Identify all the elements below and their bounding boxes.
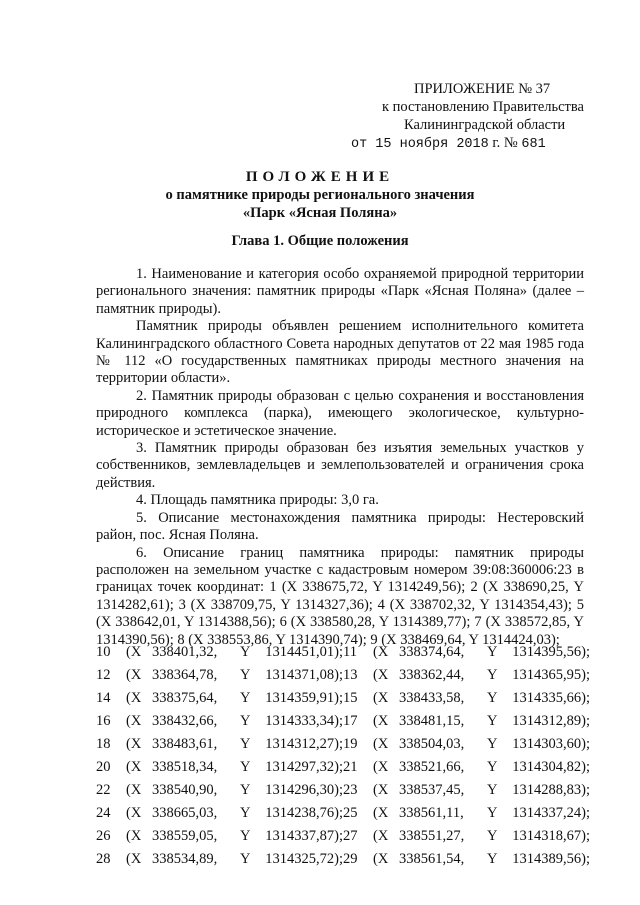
point-number: 23 bbox=[343, 782, 358, 798]
y-label: Y bbox=[487, 782, 498, 798]
x-value: 338504,03, bbox=[399, 736, 465, 752]
y-value: 1314312,89); bbox=[512, 713, 590, 729]
coordinate-point bbox=[343, 756, 590, 779]
y-value: 1314365,95); bbox=[512, 667, 590, 683]
document-title-block bbox=[0, 168, 640, 222]
point-number: 24 bbox=[96, 805, 111, 821]
x-label: (X bbox=[373, 782, 389, 798]
x-label: (X bbox=[126, 759, 142, 775]
x-value: 338534,89, bbox=[152, 851, 218, 867]
y-label: Y bbox=[240, 713, 251, 729]
coordinate-point bbox=[343, 733, 590, 756]
x-value: 338551,27, bbox=[399, 828, 465, 844]
y-value: 1314325,72); bbox=[265, 851, 343, 867]
y-value: 1314451,01); bbox=[265, 644, 343, 660]
point-number: 27 bbox=[343, 828, 358, 844]
document-subtitle: о памятнике природы регионального значения bbox=[165, 187, 475, 203]
point-number: 20 bbox=[96, 759, 111, 775]
x-value: 338518,34, bbox=[152, 759, 218, 775]
coordinate-row bbox=[96, 779, 590, 802]
paragraph: 3. Памятник природы образован без изъятия земельных участков у собственников, землевладельцев и землепользователей и ограничения срока действия. bbox=[96, 440, 584, 491]
coordinate-row bbox=[96, 687, 590, 710]
coordinate-row bbox=[96, 802, 590, 825]
x-label: (X bbox=[373, 759, 389, 775]
y-value: 1314371,08); bbox=[265, 667, 343, 683]
point-number: 22 bbox=[96, 782, 111, 798]
appendix-region-line: Калининградской области bbox=[404, 117, 566, 133]
y-value: 1314238,76); bbox=[265, 805, 343, 821]
paragraph: 1. Наименование и категория особо охраняемой природной территории регионального значения: памятник природы «Парк «Ясная Поляна» (далее – памятник природы). bbox=[96, 266, 584, 317]
point-number: 10 bbox=[96, 644, 111, 660]
y-value: 1314296,30); bbox=[265, 782, 343, 798]
point-number: 18 bbox=[96, 736, 111, 752]
paragraph: 2. Памятник природы образован с целью сохранения и восстановления природного комплекса (парка), имеющего экологическое, культурно-историческое и эстетическое значение. bbox=[96, 387, 584, 439]
y-value: 1314335,66); bbox=[512, 690, 590, 706]
x-value: 338540,90, bbox=[152, 782, 218, 798]
y-value: 1314395,56); bbox=[512, 644, 590, 660]
point-number: 13 bbox=[343, 667, 358, 683]
y-value: 1314312,27); bbox=[265, 736, 343, 752]
paragraph: 4. Площадь памятника природы: 3,0 га. bbox=[136, 492, 379, 509]
y-value: 1314337,24); bbox=[512, 805, 590, 821]
appendix-resolution-line: к постановлению Правительства bbox=[382, 99, 584, 115]
x-label: (X bbox=[373, 690, 389, 706]
appendix-title: ПРИЛОЖЕНИЕ № 37 bbox=[414, 81, 551, 97]
coordinate-point bbox=[343, 825, 590, 848]
x-value: 338401,32, bbox=[152, 644, 218, 660]
point-number: 28 bbox=[96, 851, 111, 867]
coordinate-point bbox=[96, 756, 343, 779]
y-value: 1314359,91); bbox=[265, 690, 343, 706]
y-label: Y bbox=[487, 759, 498, 775]
x-value: 338433,58, bbox=[399, 690, 465, 706]
y-value: 1314333,34); bbox=[265, 713, 343, 729]
x-label: (X bbox=[126, 828, 142, 844]
x-value: 338432,66, bbox=[152, 713, 218, 729]
x-label: (X bbox=[126, 644, 142, 660]
coordinate-point bbox=[96, 802, 343, 825]
x-label: (X bbox=[126, 736, 142, 752]
coordinate-point bbox=[96, 825, 343, 848]
coordinate-point bbox=[96, 779, 343, 802]
point-number: 29 bbox=[343, 851, 358, 867]
point-number: 16 bbox=[96, 713, 111, 729]
y-label: Y bbox=[487, 736, 498, 752]
coordinate-point bbox=[343, 710, 590, 733]
paragraph: 6. Описание границ памятника природы: памятник природы расположен на земельном участке с кадастровым номером 39:08:360006:23 в границах точек координат: 1 (X 338675,72, Y 1314249,56); 2 (X 338690,25, Y 1314282,61); 3 (X 338709,75, Y 1314327,36); 4 (X 338702,32, Y 1314354,43); 5 (X 338642,01, Y 1314388,56); 6 (X 338580,28, Y 1314389,77); 7 (X 338572,85, Y 1314390,56); 8 (X 338553,86, Y 1314390,74); 9 (X 338469,64, Y 1314424,03); bbox=[96, 544, 584, 648]
x-value: 338537,45, bbox=[399, 782, 465, 798]
coordinate-row bbox=[96, 664, 590, 687]
x-value: 338483,61, bbox=[152, 736, 218, 752]
appendix-date-line bbox=[351, 134, 546, 154]
y-label: Y bbox=[240, 782, 251, 798]
point-number: 19 bbox=[343, 736, 358, 752]
coordinate-point bbox=[96, 710, 343, 733]
coordinate-point bbox=[343, 779, 590, 802]
point-number: 25 bbox=[343, 805, 358, 821]
x-value: 338374,64, bbox=[399, 644, 465, 660]
y-label: Y bbox=[487, 690, 498, 706]
document-body bbox=[96, 266, 584, 649]
coordinate-point bbox=[96, 733, 343, 756]
x-label: (X bbox=[373, 713, 389, 729]
paragraph: Памятник природы объявлен решением исполнительного комитета Калининградского областного Совета народных депутатов от 22 мая 1985 года № 112 «О государственных памятниках природы местного значения на территории области». bbox=[96, 318, 584, 387]
point-number: 26 bbox=[96, 828, 111, 844]
point-number: 15 bbox=[343, 690, 358, 706]
x-value: 338362,44, bbox=[399, 667, 465, 683]
point-number: 11 bbox=[343, 644, 357, 660]
appendix-number-label: г. № bbox=[492, 135, 518, 151]
coordinate-point bbox=[96, 687, 343, 710]
y-label: Y bbox=[240, 736, 251, 752]
chapter-heading: Глава 1. Общие положения bbox=[231, 233, 409, 249]
y-label: Y bbox=[240, 644, 251, 660]
coordinate-point bbox=[343, 848, 590, 871]
x-label: (X bbox=[373, 805, 389, 821]
x-label: (X bbox=[126, 805, 142, 821]
coordinate-row bbox=[96, 848, 590, 871]
x-label: (X bbox=[126, 690, 142, 706]
y-value: 1314297,32); bbox=[265, 759, 343, 775]
y-label: Y bbox=[240, 759, 251, 775]
y-label: Y bbox=[240, 667, 251, 683]
y-value: 1314337,87); bbox=[265, 828, 343, 844]
y-label: Y bbox=[487, 713, 498, 729]
y-value: 1314389,56); bbox=[512, 851, 590, 867]
x-value: 338665,03, bbox=[152, 805, 218, 821]
y-value: 1314303,60); bbox=[512, 736, 590, 752]
y-label: Y bbox=[487, 828, 498, 844]
paragraph: 5. Описание местонахождения памятника природы: Нестеровский район, пос. Ясная Поляна. bbox=[96, 509, 584, 544]
x-label: (X bbox=[126, 667, 142, 683]
coordinate-row bbox=[96, 756, 590, 779]
appendix-number: 681 bbox=[521, 137, 546, 152]
y-label: Y bbox=[487, 667, 498, 683]
x-label: (X bbox=[373, 851, 389, 867]
x-value: 338561,11, bbox=[399, 805, 464, 821]
y-value: 1314288,83); bbox=[512, 782, 590, 798]
x-label: (X bbox=[373, 644, 389, 660]
y-label: Y bbox=[240, 828, 251, 844]
x-value: 338521,66, bbox=[399, 759, 465, 775]
coordinate-point bbox=[343, 802, 590, 825]
appendix-date: от 15 ноября 2018 bbox=[351, 137, 489, 152]
coordinates-table bbox=[96, 641, 590, 871]
coordinate-point bbox=[343, 641, 590, 664]
point-number: 12 bbox=[96, 667, 111, 683]
x-label: (X bbox=[126, 782, 142, 798]
coordinate-point bbox=[96, 641, 343, 664]
x-value: 338481,15, bbox=[399, 713, 465, 729]
coordinate-point bbox=[343, 687, 590, 710]
x-label: (X bbox=[373, 667, 389, 683]
x-label: (X bbox=[373, 736, 389, 752]
coordinate-point bbox=[96, 664, 343, 687]
coordinate-point bbox=[343, 664, 590, 687]
x-label: (X bbox=[126, 851, 142, 867]
x-value: 338375,64, bbox=[152, 690, 218, 706]
x-value: 338559,05, bbox=[152, 828, 218, 844]
y-value: 1314304,82); bbox=[512, 759, 590, 775]
document-subtitle-park: «Парк «Ясная Поляна» bbox=[242, 205, 398, 221]
coordinate-row bbox=[96, 733, 590, 756]
coordinate-point bbox=[96, 848, 343, 871]
y-label: Y bbox=[487, 851, 498, 867]
coordinate-row bbox=[96, 825, 590, 848]
x-label: (X bbox=[373, 828, 389, 844]
x-label: (X bbox=[126, 713, 142, 729]
y-value: 1314318,67); bbox=[512, 828, 590, 844]
x-value: 338561,54, bbox=[399, 851, 465, 867]
coordinate-row bbox=[96, 641, 590, 664]
point-number: 14 bbox=[96, 690, 111, 706]
point-number: 21 bbox=[343, 759, 358, 775]
y-label: Y bbox=[487, 805, 498, 821]
coordinate-row bbox=[96, 710, 590, 733]
document-title: ПОЛОЖЕНИЕ bbox=[245, 169, 395, 185]
x-value: 338364,78, bbox=[152, 667, 218, 683]
y-label: Y bbox=[240, 851, 251, 867]
point-number: 17 bbox=[343, 713, 358, 729]
y-label: Y bbox=[240, 690, 251, 706]
y-label: Y bbox=[240, 805, 251, 821]
y-label: Y bbox=[487, 644, 498, 660]
